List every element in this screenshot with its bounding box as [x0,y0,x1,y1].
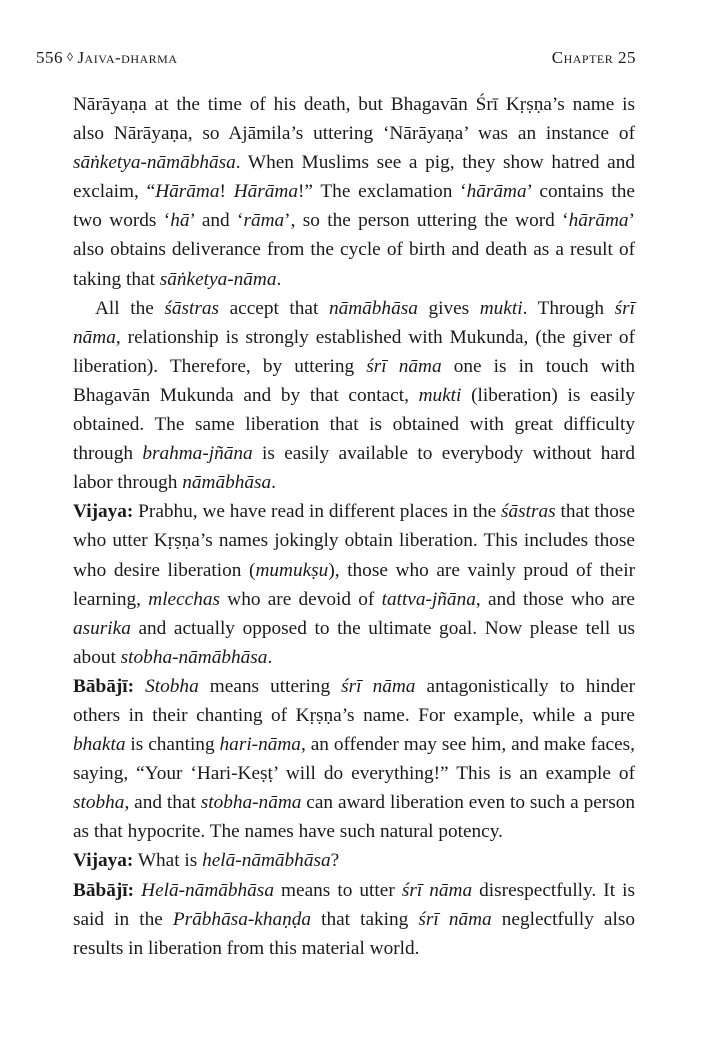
text-run: antagonistically to hinder others in their chanting of Kṛṣṇa’s name. For example, while a pure [73,675,635,726]
text-run: can award liberation even to such a person as that hypocrite. The names have such natural potency. [73,792,635,843]
italic-term: śrī nāma [418,908,492,930]
speaker-label: Vijaya: [73,501,134,523]
text-run: neglectfully also results in liberation from this material world. [73,908,635,959]
diamond-separator-icon: ◊ [67,50,74,64]
text-run: and actually opposed to the ultimate goal. Now please tell us about [73,617,635,668]
italic-term: śrī nāma [341,675,416,697]
italic-term: mumukṣu [255,559,329,581]
text-run: one is in touch with Bhagavān Mukunda and by that contact, [73,355,635,406]
italic-term: stobha [73,792,125,814]
italic-term: brahma-jñāna [142,443,253,465]
paragraph-p6 [73,876,635,963]
italic-term: śrī nāma [366,355,442,377]
italic-term: stobha-nāmābhāsa [120,646,268,668]
paragraph-p2 [73,294,635,498]
italic-term: rāma [243,210,285,232]
italic-term: hārāma [466,181,527,203]
italic-term: mukti [418,384,462,406]
italic-term: nāmābhāsa [328,297,418,319]
italic-term: Prābhāsa-khaṇḍa [172,908,312,930]
text-run: , and that [124,792,201,814]
paragraph-p3 [73,497,635,672]
text-run: . When Muslims see a pig, they show hatred and exclaim, “ [73,152,635,203]
running-header [36,48,636,72]
text-run: that taking [311,908,419,930]
text-run: What is [133,850,203,872]
text-run: is chanting [125,734,220,756]
italic-term: mukti [479,297,523,319]
text-run: accept that [219,297,329,319]
paragraph-p4 [73,672,635,847]
text-run: means to utter [273,879,402,901]
text-run: . [267,646,273,668]
italic-term: hārāma [568,210,629,232]
text-run: , an offender may see him, and make faces, saying, “Your ‘Hari-Keṣṭ’ will do everything!” This is an example of [73,734,635,785]
speaker-label: Bābājī: [73,879,135,901]
italic-term: Hārāma [233,181,298,203]
paragraph-p5 [73,846,635,875]
text-run: , relationship is strongly established with Mukunda, (the giver of liberation). Therefore, by uttering [73,326,635,377]
text-run: gives [417,297,480,319]
italic-term: helā-nāmābhāsa [202,850,331,872]
text-run: Prabhu, we have read in different places in the [133,501,502,523]
speaker-label: Vijaya: [73,850,134,872]
text-run: ’ also obtains deliverance from the cycle of birth and death as a result of taking that [73,210,635,290]
text-run: . [276,268,282,290]
text-run: disrespectfully. It is said in the [73,879,635,930]
text-run: ’ and ‘ [189,210,244,232]
italic-term: hā [170,210,190,232]
text-run: ! [219,181,234,203]
page-number: 556 [36,48,63,67]
italic-term: asurika [73,617,131,639]
text-run: (liberation) is easily obtained. The same liberation that is obtained with great difficulty through [73,384,635,465]
text-run: ), those who are vainly proud of their learning, [73,559,636,610]
italic-term: śāstras [164,297,220,319]
text-run: is easily available to everybody without hard labor through [73,443,635,494]
body-text [73,90,635,963]
italic-term: nāmābhāsa [182,472,272,494]
italic-term: bhakta [73,734,126,756]
italic-term: Stobha [145,675,199,697]
text-run: ’ contains the two words ‘ [73,181,635,232]
text-run: , and those who are [475,588,635,610]
italic-term: tattva-jñāna [381,588,476,610]
text-run: All the [95,297,165,319]
italic-term: sāṅketya-nāma [159,268,277,290]
italic-term: Helā-nāmābhāsa [141,879,274,901]
italic-term: śāstras [501,501,556,523]
text-run: . [271,472,276,494]
speaker-label: Bābājī: [73,675,135,697]
italic-term: stobha-nāma [200,792,302,814]
text-run: means uttering [198,675,342,697]
italic-term: hari-nāma [219,734,301,756]
italic-term: śrī nāma [73,297,635,348]
italic-term: śrī nāma [401,879,473,901]
chapter-title: Chapter 25 [551,48,636,67]
text-run [134,676,145,697]
header-left [36,48,178,68]
text-run: ? [330,850,340,872]
text-run: ’, so the person uttering the word ‘ [284,210,569,232]
italic-term: sāṅketya-nāmābhāsa [73,152,236,174]
text-run: . Through [522,297,615,319]
book-title: Jaiva-dharma [77,48,178,67]
italic-term: mlecchas [148,588,221,610]
text-run: who are devoid of [220,588,382,610]
text-run: !” The exclamation ‘ [297,181,467,203]
paragraph-p1 [73,90,635,294]
text-run: that those who utter Kṛṣṇa’s names jokingly obtain liberation. This includes those who desire liberation ( [73,501,635,581]
text-run: Nārāyaṇa at the time of his death, but Bhagavān Śrī Kṛṣṇa’s name is also Nārāyaṇa, so Ajāmila’s uttering ‘Nārāyaṇa’ was an instance of [73,94,635,145]
italic-term: Hārāma [155,181,220,203]
